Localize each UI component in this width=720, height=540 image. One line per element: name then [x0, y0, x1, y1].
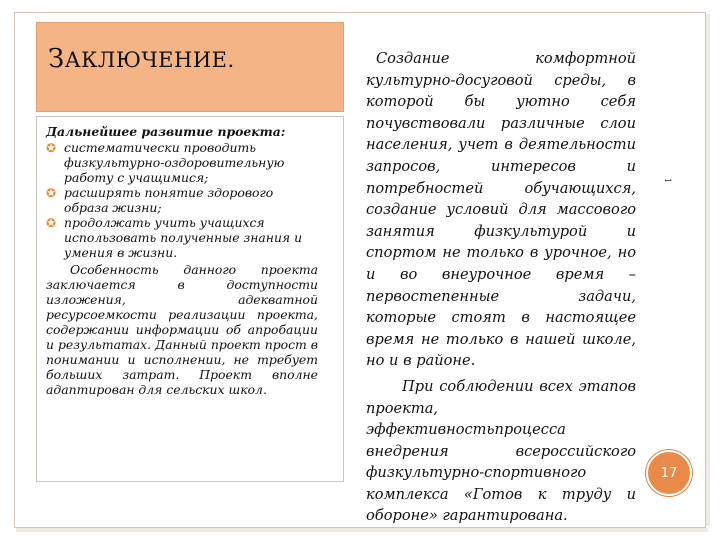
slide-title: [48, 44, 235, 74]
bullet-icon: ✪: [46, 141, 57, 155]
bullet-text: систематически проводить физкультурно-оздоровительную работу с учащимися;: [64, 140, 285, 185]
conclusion-paragraph-2: При соблюдении всех этапов проекта, эффективностьпроцесса внедрения всероссийского физкультурно-спортивного комплекса «Готов к труду и обороне» гарантирована.: [366, 377, 636, 525]
bullet-item: [46, 185, 318, 215]
side-slide-number: 1: [663, 178, 672, 184]
slide-shadow-right: [706, 14, 710, 526]
right-content: [366, 48, 636, 527]
title-rest: АКЛЮЧЕНИЕ.: [64, 48, 235, 72]
conclusion-paragraph-1: Создание комфортной культурно-досуговой среды, в которой бы уютно себя почувствовали различные слои населения, учет в деятельности запросов, интересов и потребностей обучающихся, создание условий для массового занятия физкультурой и спортом не только в урочное, но и во внеурочное время – первостепенные задачи, которые стоят в настоящее время не только в нашей школе, но и в районе.: [366, 50, 636, 370]
project-heading: Дальнейшее развитие проекта:: [46, 124, 286, 139]
project-feature-paragraph: Особенность данного проекта заключается в доступности изложения, адекватной ресурсоемкости реализации проекта, содержании информации об апробации и результатах. Данный проект прост в понимании и исполнении, не требует больших затрат. Проект вполне адаптирован для сельских школ.: [46, 262, 318, 397]
slide-shadow-bottom: [16, 528, 708, 532]
bullet-item: [46, 140, 318, 185]
bullet-text: расширять понятие здорового образа жизни;: [64, 185, 274, 215]
bullet-icon: ✪: [46, 216, 57, 230]
bullet-icon: ✪: [46, 186, 57, 200]
bullet-item: [46, 215, 318, 260]
page-number-badge: 17: [646, 450, 692, 496]
left-content: [46, 124, 318, 409]
title-initial: З: [48, 44, 65, 74]
bullet-text: продолжать учить учащихся использовать полученные знания и умения в жизни.: [64, 215, 303, 260]
